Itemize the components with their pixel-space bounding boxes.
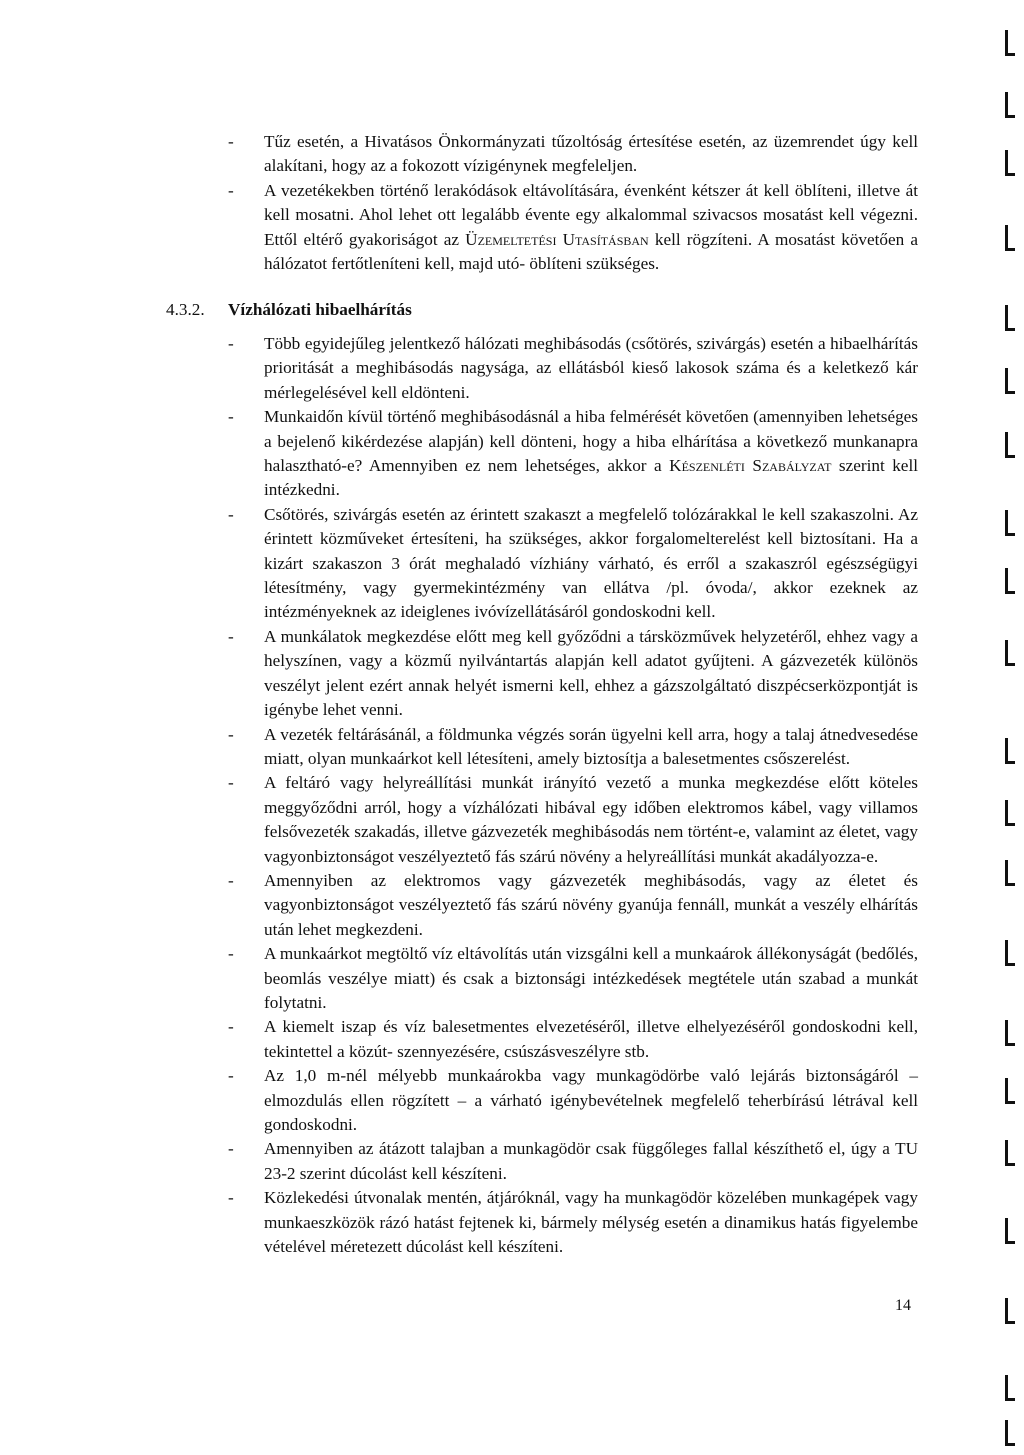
list-item bbox=[228, 405, 918, 503]
edge-mark bbox=[1005, 150, 1008, 176]
list-item bbox=[228, 942, 918, 1015]
section-title: Vízhálózati hibaelhárítás bbox=[228, 300, 412, 319]
list-item-text: A vezeték feltárásánál, a földmunka végzés során ügyelni kell arra, hogy a talaj átnedvesedése miatt, olyan munkaárkot kell létesíteni, amely biztosítja a balesetmentes csőszerelést. bbox=[264, 724, 918, 768]
list-item-text: Közlekedési útvonalak mentén, átjáróknál, vagy ha munkagödör közelében munkagépek vagy munkaeszközök rázó hatást fejtenek ki, bármely mélység esetén a dinamikus hatás figyelembe vételével méretezett dúcolást kell készíteni. bbox=[264, 1188, 918, 1257]
list-item-text: A feltáró vagy helyreállítási munkát irányító vezető a munka megkezdése előtt köteles meggyőződni arról, hogy a vízhálózati hibával egy időben elektromos kábel, vagy villamos felsővezeték szakadás, illetve gázvezeték meghibásodás nem történt-e, valamint az életet, vagy vagyonbiztonságot veszélyeztető fás szárú növény a helyreállítási munkát akadályozza-e. bbox=[264, 773, 918, 866]
list-item-text-tail: kell rögzíteni. A mosatást követően a hálózatot fertőtleníteni kell, majd utó- öblíteni szükséges. bbox=[264, 229, 919, 274]
edge-mark bbox=[1005, 92, 1008, 118]
list-item bbox=[228, 1186, 918, 1259]
main-bullet-list bbox=[228, 332, 918, 1259]
section-number: 4.3.2. bbox=[166, 300, 205, 319]
list-item bbox=[228, 1015, 918, 1064]
list-item bbox=[228, 771, 918, 869]
edge-mark bbox=[1005, 940, 1008, 966]
edge-mark bbox=[1005, 305, 1008, 331]
list-item bbox=[228, 625, 918, 723]
edge-mark bbox=[1005, 640, 1008, 666]
list-item-text: Munkaidőn kívül történő meghibásodásnál a hiba felmérését követően (amennyiben lehetséges a bejelenő kikérdezése alapján) kell dönteni, hogy a hiba elhárítása a következő munkanapra halasztható-e? Amennyiben ez nem lehetséges, akkor a bbox=[264, 407, 918, 476]
list-item bbox=[228, 332, 918, 405]
list-item-text: Amennyiben az átázott talajban a munkagödör csak függőleges fallal készíthető el, úgy a TU 23-2 szerint dúcolást kell készíteni. bbox=[264, 1139, 918, 1183]
edge-mark bbox=[1005, 1420, 1008, 1446]
list-item-text: Az 1,0 m-nél mélyebb munkaárokba vagy munkagödörbe való lejárás biztonságáról – elmozdulás ellen rögzített – a várható igénybevételnek megfelelő teherbírású létrával kell gondoskodni. bbox=[264, 1066, 918, 1134]
list-item bbox=[228, 1064, 918, 1137]
list-item bbox=[228, 869, 918, 942]
edge-mark bbox=[1005, 510, 1008, 536]
list-item-text-tail: szerint kell intézkedni. bbox=[264, 456, 918, 500]
list-item-text: A kiemelt iszap és víz balesetmentes elvezetéséről, illetve elhelyezéséről gondoskodni kell, tekintettel a közút- szennyezésére, csúszásveszélyre stb. bbox=[264, 1017, 918, 1061]
list-item-text: A munkálatok megkezdése előtt meg kell győződni a társközművek helyzetéről, ehhez vagy a helyszínen, vagy a közmű nyilvántartás alapján kell adatot gyűjteni. A gázvezeték különös veszélyt jelent ezért annak helyét ismerni kell, ehhez a gázszolgáltató diszpécserközpontját is igénybe lehet venni. bbox=[264, 626, 918, 720]
edge-mark bbox=[1005, 1078, 1008, 1104]
top-bullet-list bbox=[228, 130, 918, 276]
list-item bbox=[228, 179, 918, 277]
edge-mark bbox=[1005, 738, 1008, 764]
list-item bbox=[228, 130, 918, 179]
binding-edge-marks bbox=[986, 0, 1016, 1455]
edge-mark bbox=[1005, 432, 1008, 458]
list-item-smallcaps: Készenléti Szabályzat bbox=[669, 456, 832, 476]
list-item-text: Tűz esetén, a Hivatásos Önkormányzati tűzoltóság értesítése esetén, az üzemrendet úgy kell alakítani, hogy az a fokozott vízigénynek megfeleljen. bbox=[264, 132, 918, 176]
edge-mark bbox=[1005, 1140, 1008, 1166]
list-item-text: Több egyidejűleg jelentkező hálózati meghibásodás (csőtörés, szivárgás) esetén a hibaelhárítás prioritását a meghibásodás nagysága, az ellátásból kieső lakosok száma és a keletkező kár mérlegelésével kell eldönteni. bbox=[264, 334, 918, 402]
edge-mark bbox=[1005, 30, 1008, 56]
edge-mark bbox=[1005, 1375, 1008, 1401]
list-item-text: Amennyiben az elektromos vagy gázvezeték meghibásodás, vagy az életet és vagyonbiztonságot veszélyeztető fás szárú növény gyanúja fennáll, munkát a veszély elhárítás után lehet megkezdeni. bbox=[264, 870, 918, 939]
section-heading bbox=[166, 298, 412, 322]
list-item-text: Csőtörés, szivárgás esetén az érintett szakaszt a megfelelő tolózárakkal le kell szakaszolni. Az érintett közműveket értesíteni, ha szükséges, akkor forgalomelterelést kell biztosítani. Ha a kizárt szakaszon 3 órát meghaladó vízhiány várható, és erről a szakaszról egészségügyi létesítmény, vagy gyermekintézmény van ellátva /pl. óvoda/, akkor ezeknek az intézményeknek az ideiglenes ivóvízellátásáról gondoskodni kell. bbox=[264, 504, 918, 622]
edge-mark bbox=[1005, 860, 1008, 886]
page-number: 14 bbox=[895, 1297, 911, 1314]
list-item-text: A vezetékekben történő lerakódások eltávolítására, évenként kétszer át kell öblíteni, illetve át kell mosatni. Ahol lehet ott legalább évente egy alkalommal szivacsos mosatást kell végezni. Ettől eltérő gyakoriságot az bbox=[264, 180, 918, 249]
list-item bbox=[228, 723, 918, 772]
list-item-smallcaps: Üzemeltetési Utasításban bbox=[465, 229, 649, 249]
edge-mark bbox=[1005, 800, 1008, 826]
edge-mark bbox=[1005, 225, 1008, 251]
edge-mark bbox=[1005, 1298, 1008, 1324]
edge-mark bbox=[1005, 1020, 1008, 1046]
list-item bbox=[228, 503, 918, 625]
edge-mark bbox=[1005, 568, 1008, 594]
edge-mark bbox=[1005, 368, 1008, 394]
edge-mark bbox=[1005, 1218, 1008, 1244]
list-item-text: A munkaárkot megtöltő víz eltávolítás után vizsgálni kell a munkaárok állékonyságát (bedőlés, beomlás veszélye miatt) és csak a biztonsági intézkedések megtétele után szabad a munkát folytatni. bbox=[264, 944, 918, 1012]
list-item bbox=[228, 1137, 918, 1186]
